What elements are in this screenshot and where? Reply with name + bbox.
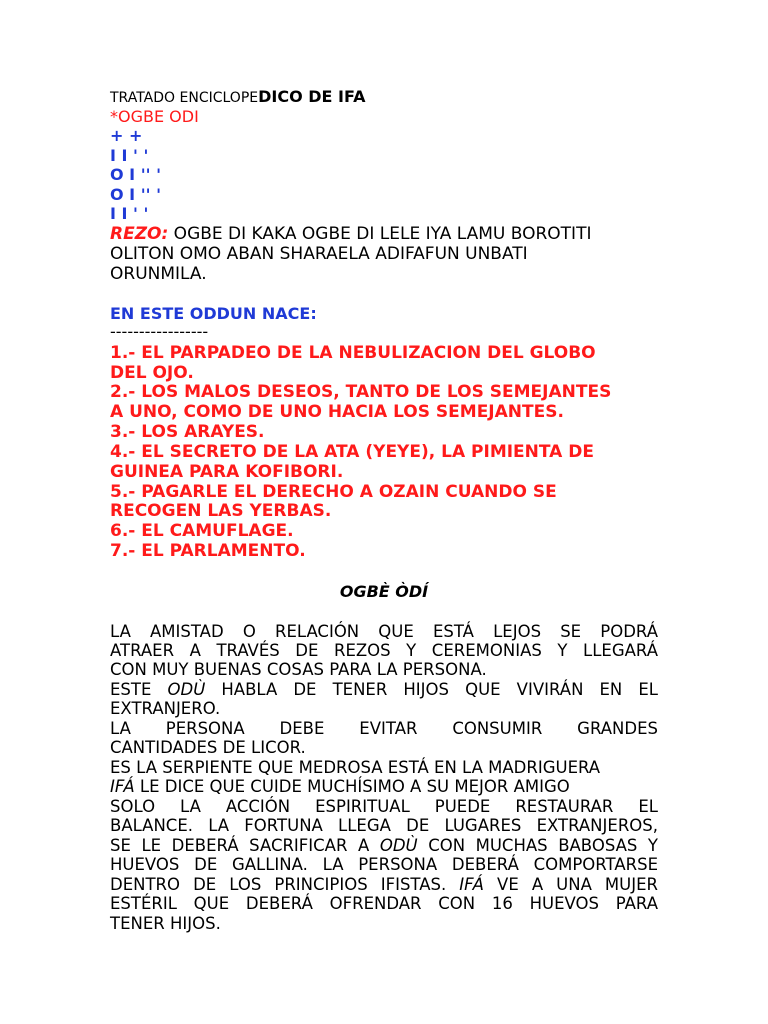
text-run-italic: IFÁ	[459, 875, 484, 894]
paragraph-line: ESTÉRIL QUE DEBERÁ OFRENDAR CON 16 HUEVOS PARA	[110, 894, 658, 913]
paragraph-line	[110, 836, 658, 856]
paragraph-line: CON MUY BUENAS COSAS PARA LA PERSONA.	[110, 660, 487, 679]
rezo-label: REZO:	[110, 224, 169, 244]
nace-item: GUINEA PARA KOFIBORI.	[110, 462, 344, 482]
paragraph-line: HUEVOS DE GALLINA. LA PERSONA DEBERÁ COMPORTARSE	[110, 855, 658, 874]
nace-item: 4.- EL SECRETO DE LA ATA (YEYE), LA PIMIENTA DE	[110, 442, 594, 462]
nace-item: 1.- EL PARPADEO DE LA NEBULIZACION DEL GLOBO	[110, 343, 596, 363]
paragraph-line: CANTIDADES DE LICOR.	[110, 738, 306, 757]
nace-item: 5.- PAGARLE EL DERECHO A OZAIN CUANDO SE	[110, 482, 557, 502]
paragraph-line: TENER HIJOS.	[110, 914, 221, 933]
nace-item: 7.- EL PARLAMENTO.	[110, 541, 306, 561]
paragraph-line: LA PERSONA DEBE EVITAR CONSUMIR GRANDES	[110, 719, 658, 738]
sign-mark-row: O I '' '	[110, 165, 161, 184]
text-run: LE DICE QUE CUIDE MUCHÍSIMO A SU MEJOR AMIGO	[134, 777, 570, 796]
sign-name: *OGBE ODI	[110, 107, 199, 126]
section-heading: OGBÈ ÒDÍ	[339, 582, 429, 601]
document-title	[110, 89, 365, 105]
sign-mark-row: O I '' '	[110, 185, 161, 204]
paragraph-line: EXTRANJERO.	[110, 699, 221, 718]
paragraph-line: SOLO LA ACCIÓN ESPIRITUAL PUEDE RESTAURAR EL	[110, 797, 658, 816]
nace-heading: EN ESTE ODDUN NACE:	[110, 304, 317, 323]
sign-mark-row: I I ' '	[110, 146, 149, 165]
text-run: DENTRO DE LOS PRINCIPIOS IFISTAS.	[110, 875, 460, 894]
rezo-line: OLITON OMO ABAN SHARAELA ADIFAFUN UNBATI	[110, 244, 528, 264]
rezo-line: ORUNMILA.	[110, 264, 207, 284]
text-run: SE LE DEBERÁ SACRIFICAR A	[110, 836, 380, 855]
paragraph-line: ES LA SERPIENTE QUE MEDROSA ESTÁ EN LA MADRIGUERA	[110, 758, 601, 777]
text-run-italic: ODÙ	[167, 680, 206, 699]
paragraph-line	[110, 680, 658, 700]
title-prefix: TRATADO ENCICLOPE	[110, 90, 259, 106]
sign-mark-row: I I ' '	[110, 204, 149, 223]
nace-item: 6.- EL CAMUFLAGE.	[110, 521, 294, 541]
text-run: VE A UNA MUJER	[483, 875, 658, 894]
paragraph-line: BALANCE. LA FORTUNA LLEGA DE LUGARES EXTRANJEROS,	[110, 816, 658, 835]
text-run: HABLA DE TENER HIJOS QUE VIVIRÁN EN EL	[205, 680, 658, 699]
paragraph-line	[110, 875, 658, 895]
title-suffix: DICO DE IFA	[258, 87, 366, 106]
text-run-italic: ODÙ	[379, 836, 418, 855]
text-run-italic: IFÁ	[110, 777, 135, 796]
nace-item: 3.- LOS ARAYES.	[110, 422, 265, 442]
text-run: CON MUCHAS BABOSAS Y	[417, 836, 659, 855]
nace-item: 2.- LOS MALOS DESEOS, TANTO DE LOS SEMEJANTES	[110, 382, 612, 402]
paragraph-line: LA AMISTAD O RELACIÓN QUE ESTÁ LEJOS SE PODRÁ	[110, 622, 658, 641]
sign-mark-row: + +	[110, 126, 143, 145]
paragraph-line: ATRAER A TRAVÉS DE REZOS Y CEREMONIAS Y LLEGARÁ	[110, 641, 658, 660]
rezo-text: OGBE DI KAKA OGBE DI LELE IYA LAMU BOROTITI	[168, 224, 592, 244]
rezo-line	[110, 226, 591, 243]
separator: -----------------	[110, 322, 209, 341]
nace-item: DEL OJO.	[110, 363, 194, 383]
paragraph-line	[110, 777, 658, 797]
nace-item: A UNO, COMO DE UNO HACIA LOS SEMEJANTES.	[110, 402, 564, 422]
nace-item: RECOGEN LAS YERBAS.	[110, 501, 332, 521]
text-run: ESTE	[110, 680, 168, 699]
